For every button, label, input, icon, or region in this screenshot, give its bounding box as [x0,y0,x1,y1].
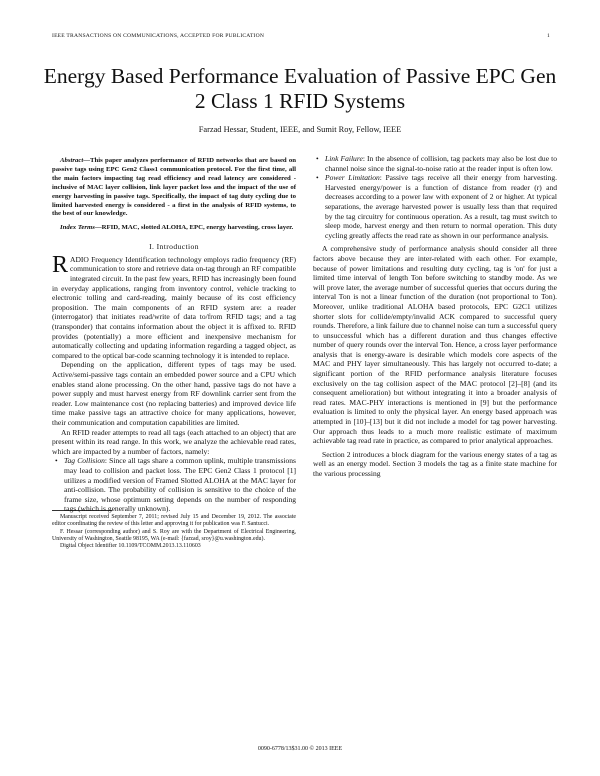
intro-paragraph-4: A comprehensive study of performance analysis should consider all three factors above because they are inter-related with each other. For example, because of power limitations and resulting duty cycling, tag is 'on' for just a limited time interval of length Ton before switching to standby mode. As we will prove later, the average number of successful queries that occurs during the interval Ton is not a linear function of the duration (not proportional to Ton). Moreover, unlike traditional ALOHA based protocols, EPC G2C1 utilizes shorter slots for collide/empty/invalid ACK compared to successful query rounds. Therefore, a link failure due to channel noise can turn a successful query to unsuccessful which has a different duration and thus changes effective number of query rounds over the interval Ton. Hence, a cross layer performance analysis that is energy-aware is desirable which models core aspects of the MAC and PHY layer simultaneously. This has largely not occurred to-date; a significant portion of the RFID performance analysis literature focuses exclusively on the tag collision aspect of the MAC protocol [2]–[8] (and its consequent amelioration) but without integrating it into a broader analysis of read rates. MAC-PHY interactions is mentioned in [9] but the performance evaluation is limited to only the physical layer. An energy based approach was attempted in [10]–[13] but it did not include a model for tag power harvesting. Our approach thus leads to a much more realistic estimate of maximum achievable tag read rate in practice, as compared to prior analytical approaches. [313,244,557,446]
bullet-text: : In the absence of collision, tag packets may also be lost due to channel noise since the signal-to-noise ratio at the reader input is often low. [325,154,557,173]
factor-list [52,456,296,514]
journal-name: IEEE TRANSACTIONS ON COMMUNICATIONS, ACCEPTED FOR PUBLICATION [52,33,265,39]
intro-p1-text: ADIO Frequency Identification technology employs radio frequency (RF) communication to store and retrieve data on-tag through an RF compatible integrated circuit. In the past few years, RFID has increasingly been found in everyday applications, ranging from inventory control, vehicle tracking to electronic tolling and card-reading, mainly because of its cost efficiency proposition. The main components of an RFID system are: a reader (interrogator) that initiates read/write of data to/from RFID tags; and a tag (transponder) that contains information about the object it is affixed to. RFID provides (potentially) a more efficient and inexpensive mechanism for automatically collecting and updating information regarding a tagged object, as compared to the optical bar-code scanning technology it is intended to replace. [52,254,296,360]
bullet-icon: • [316,154,319,163]
abstract [52,157,296,219]
author-line: Farzad Hessar, Student, IEEE, and Sumit Roy, Fellow, IEEE [198,125,402,134]
intro-paragraph-3: An RFID reader attempts to read all tags (each attached to an object) that are present within its read range. In this work, we analyze the achievable read rates, which are impacted by a number of factors, namely: [52,427,296,456]
footnote-doi: Digital Object Identifier 10.1109/TCOMM.2013.13.110603 [60,542,201,549]
footnote-manuscript: Manuscript received September 7, 2011; revised July 15 and December 19, 2012. The associate editor coordinating the review of this letter and approving it for publication was F. Santucci. [52,514,296,528]
bullet-label: Link Failure [325,154,363,163]
running-header [52,33,550,39]
index-terms-text: —RFID, MAC, slotted ALOHA, EPC, energy harvesting, cross layer. [94,224,294,232]
footnotes [52,510,296,549]
footnote-affiliation: F. Hessar (corresponding author) and S. Roy are with the Department of Electrical Engineering, University of Washington, Seattle 98195, WA (e-mail: {farzad, sroy}@u.washington.edu). [52,528,296,542]
abstract-text: —This paper analyzes performance of RFID networks that are based on passive tags using EPC Gen2 Class1 communication protocol. For the first time, all the main factors impacting tag read efficiency and read latency are considered - inclusive of MAC layer collision, link layer packet loss and the impact of the use of energy harvesting in passive tags. Specifically, the impact of tag duty cycling due to limited harvested energy is considered - a first in the analysis of RFID systems, to the best of our knowledge. [52,157,296,218]
factor-list-continued [313,154,557,240]
list-item-tag-collision [52,456,296,514]
left-column [52,157,296,550]
intro-paragraph-2: Depending on the application, different types of tags may be used. Active/semi-passive tags contain an embedded power source and a CPU which enables stand alone processing. On the other hand, passive tags do not have a power supply and must harvest energy from RF downlink carrier sent from the reader. Low maintenance cost (no replacing batteries) and improved device life time make passive tags an attractive choice for many applications, however, their communication and computation capabilities are limited. [52,360,296,427]
list-item-power-limitation [313,173,557,240]
paper-title: Energy Based Performance Evaluation of Passive EPC Gen 2 Class 1 RFID Systems [43,64,557,113]
bullet-icon: • [55,456,58,466]
list-item-link-failure [313,154,557,173]
intro-paragraph-5: Section 2 introduces a block diagram for the various energy states of a tag as well as an energy model. Section 3 models the tag as a finite state machine for the various processing [313,449,557,478]
page-number: 1 [547,33,550,39]
right-column [313,154,557,479]
bullet-text: : Passive tags receive all their energy from harvesting. Harvested energy/power is a function of distance from reader (r) and decreases according to a power law with exponent of 2 or higher. At typical separations, the average harvested power is usually less than that required by the tag circuitry for continuous operation. As a result, tag must switch to sleep mode, harvest energy and then return to normal operation. This duty cycling greatly affects the read rate as shown in our performance analysis. [325,173,557,240]
bullet-label: Tag Collision [64,456,105,466]
section-heading: I. Introduction [149,242,199,252]
bullet-text: : Since all tags share a common uplink, multiple transmissions may lead to collision and packet loss. The EPC Gen2 Class 1 protocol [1] utilizes a modified version of Framed Slotted ALOHA at the MAC layer for anti-collision. The probability of collision is sensitive to the choice of the frame size, whose optimum setting depends on the number of responding tags (which is generally unknown). [64,456,296,514]
intro-paragraph-1 [52,251,296,361]
abstract-label: Abstract [60,157,84,164]
index-terms-label: Index Terms [60,224,95,232]
drop-cap: R [52,251,69,278]
bullet-icon: • [316,173,319,183]
copyright-line: 0090-6778/13$31.00 © 2013 IEEE [257,746,343,752]
index-terms [52,224,296,233]
bullet-label: Power Limitation [325,173,380,183]
